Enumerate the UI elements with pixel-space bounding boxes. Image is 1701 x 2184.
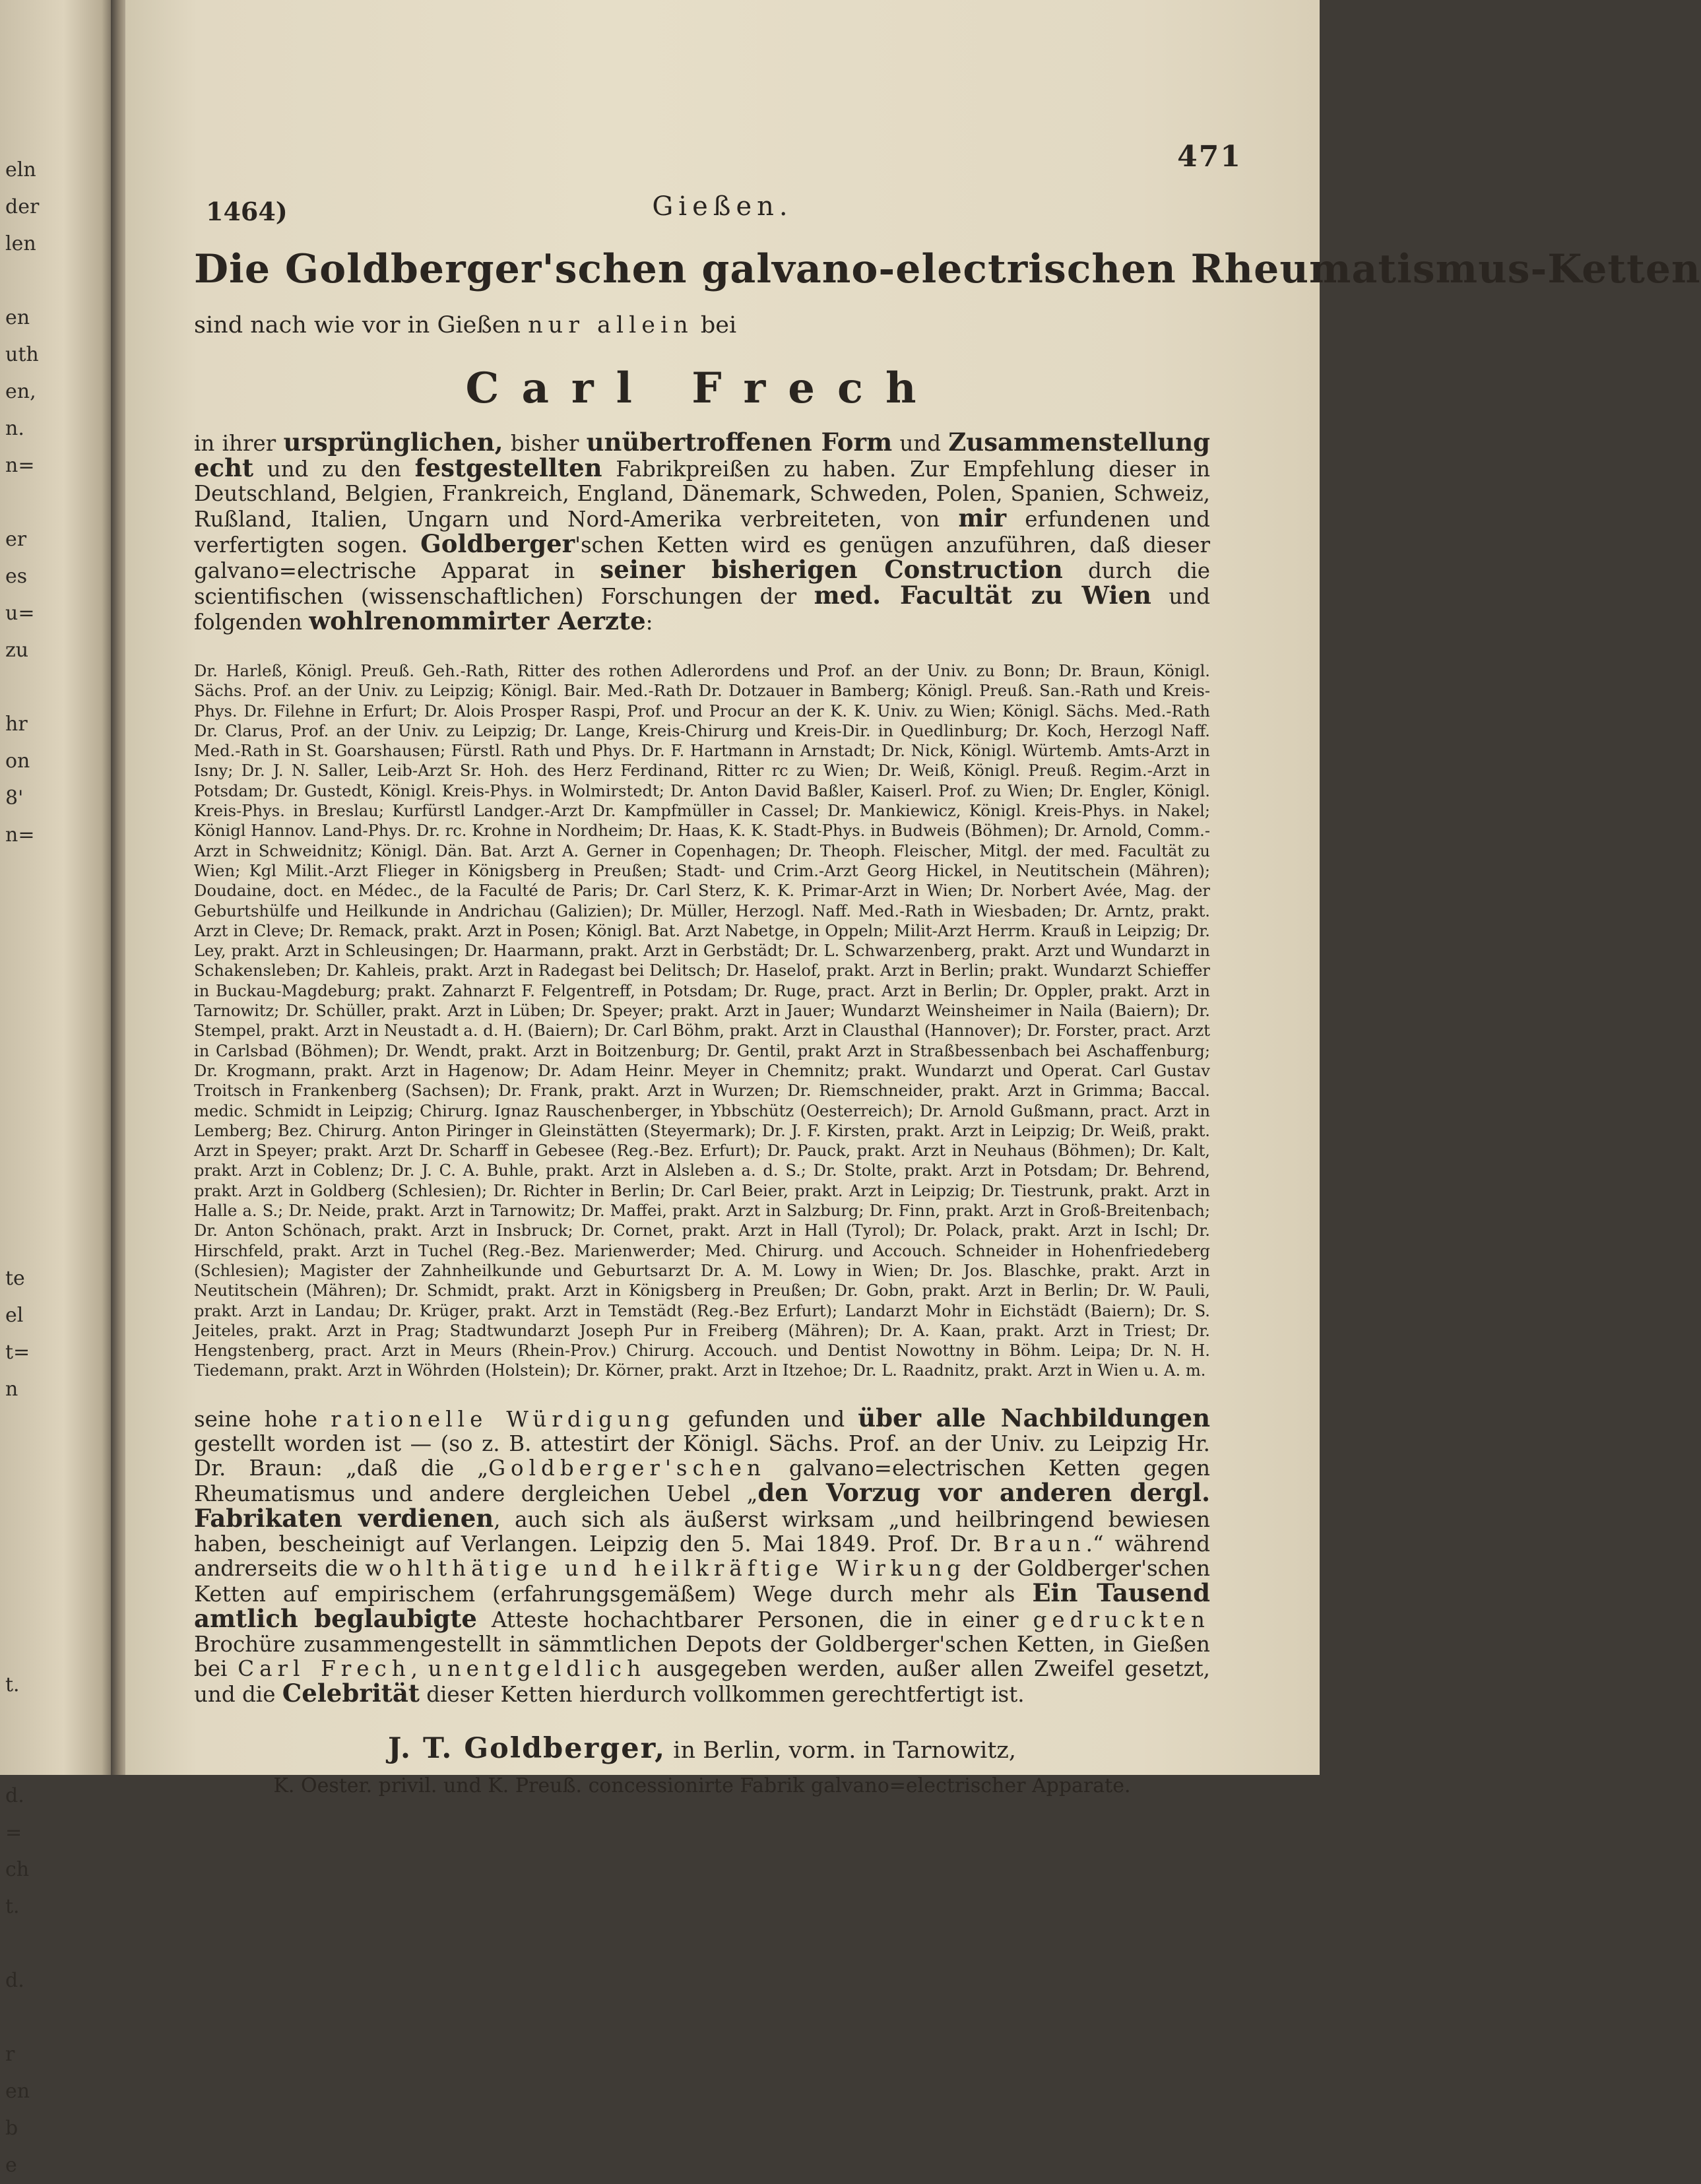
margin-fragment — [5, 1223, 104, 1260]
para2-text-11: ausgegeben werden, außer allen Zweifel gesetzt, und die — [194, 1655, 1210, 1707]
para1-text-5: Fabrikpreißen zu haben. Zur Empfehlung dieser in Deutschland, Belgien, Frankreich, England, Dänemark, Schweden, Polen, Spanien, Schweiz, Rußland, Italien, Ungarn und Nord-Amerika verbreiteten, von — [194, 457, 1211, 532]
margin-fragment — [5, 1556, 104, 1593]
subline-suffix: bei — [700, 312, 737, 338]
physicians-list: Dr. Harleß, Königl. Preuß. Geh.-Rath, Ritter des rothen Adlerordens und Prof. an der Univ. zu Bonn; Dr. Braun, Königl. Sächs. Prof. an der Univ. zu Leipzig; Königl. Bair. Med.-Rath Dr. Dotzauer in Bamberg; Königl. Preuß. San.-Rath und Kreis-Phys. Dr. Filehne in Erfurt; Dr. Alois Prosper Raspi, Prof. und Procur an der K. K. Univ. zu Wien; Königl. Sächs. Med.-Rath Dr. Clarus, Prof. an der Univ. zu Leipzig; Dr. Lange, Kreis-Chirurg und Kreis-Dir. in Quedlinburg; Dr. Koch, Herzogl Naff. Med.-Rath in St. Goarshausen; Fürstl. Rath und Phys. Dr. F. Hartmann in Arnstadt; Dr. Nick, Königl. Würtemb. Amts-Arzt in Isny; Dr. J. N. Saller, Leib-Arzt Sr. Hoh. des Herz Ferdinand, Ritter rc zu Wien; Dr. Weiß, Königl. Preuß. Regim.-Arzt in Potsdam; Dr. Gustedt, Königl. Kreis-Phys. in Wolmirstedt; Dr. Anton David Baßler, Kaiserl. Prof. zu Wien; Dr. Engler, Königl. Kreis-Phys. in Breslau; Kurfürstl Landger.-Arzt Dr. Kampfmüller in Cassel; Dr. Mankiewicz, Königl. Kreis-Phys. in Nakel; Königl Hannov. Land-Phys. Dr. rc. Krohne in Nordheim; Dr. Haas, K. K. Stadt-Phys. in Budweis (Böhmen); Dr. Arnold, Comm.-Arzt in Schweidnitz; Königl. Dän. Bat. Arzt A. Gerner in Copenhagen; Dr. Theoph. Fleischer, Mitgl. der med. Facultät zu Wien; Kgl Milit.-Arzt Flieger in Königsberg in Preußen; Stadt- und Crim.-Arzt Georg Hickel, in Neutitschein (Mähren); Doudaine, doct. en Médec., de la Faculté de Paris; Dr. Carl Sterz, K. K. Primar-Arzt in Wien; Dr. Norbert Avée, Mag. der Geburtshülfe und Heilkunde in Andrichau (Galizien); Dr. Müller, Herzogl. Naff. Med.-Rath in Wiesbaden; Dr. Arntz, prakt. Arzt in Cleve; Dr. Remack, prakt. Arzt in Posen; Königl. Bat. Arzt Nabetge, in Oppeln; Milit-Arzt Herrm. Krauß in Leipzig; Dr. Ley, prakt. Arzt in Schleusingen; Dr. Haarmann, prakt. Arzt in Gerbstädt; Dr. L. Schwarzenberg, prakt. Arzt und Wundarzt in Schakensleben; Dr. Kahleis, prakt. Arzt in Radegast bei Delitsch; Dr. Haselof, prakt. Arzt in Berlin; prakt. Wundarzt Schieffer in Buckau-Magdeburg; prakt. Zahnarzt F. Felgentreff, in Potsdam; Dr. Ruge, pract. Arzt in Berlin; Dr. Oppler, prakt. Arzt in Tarnowitz; Dr. Schüller, prakt. Arzt in Lüben; Dr. Speyer; prakt. Arzt in Jauer; Wundarzt Weinsheimer in Naila (Baiern); Dr. Stempel, prakt. Arzt in Neustadt a. d. H. (Baiern); Dr. Carl Böhm, prakt. Arzt in Clausthal (Hannover); Dr. Forster, pract. Arzt in Carlsbad (Böhmen); Dr. Wendt, prakt. Arzt in Boitzenburg; Dr. Gentil, prakt Arzt in Straßbessenbach bei Aschaffenburg; Dr. Krogmann, prakt. Arzt in Hagenow; Dr. Adam Heinr. Meyer in Chemnitz; prakt. Wundarzt und Operat. Carl Gustav Troitsch in Frankenberg (Sachsen); Dr. Frank, prakt. Arzt in Wurzen; Dr. Riemschneider, prakt. Arzt in Grimma; Baccal. medic. Schmidt in Leipzig; Chirurg. Ignaz Rauschenberger, in Ybbschütz (Oesterreich); Dr. Arnold Gußmann, pract. Arzt in Lemberg; Bez. Chirurg. Anton Piringer in Gleinstätten (Steyermark); Dr. J. F. Kirsten, prakt. Arzt in Leipzig; Dr. Weiß, prakt. Arzt in Speyer; prakt. Arzt Dr. Scharff in Gebesee (Reg.-Bez. Erfurt); Dr. Pauck, prakt. Arzt in Neuhaus (Böhmen); Dr. Kalt, prakt. Arzt in Coblenz; Dr. J. C. A. Buhle, prakt. Arzt in Alsleben a. d. S.; Dr. Stolte, prakt. Arzt in Potsdam; Dr. Behrend, prakt. Arzt in Goldberg (Schlesien); Dr. Richter in Berlin; Dr. Carl Beier, prakt. Arzt in Leipzig; Dr. Tiestrunk, prakt. Arzt in Halle a. S.; Dr. Neide, prakt. Arzt in Tarnowitz; Dr. Maffei, prakt. Arzt in Salzburg; Dr. Finn, prakt. Arzt in Groß-Breitenbach; Dr. Anton Schönach, prakt. Arzt in Insbruck; Dr. Cornet, prakt. Arzt in Hall (Tyrol); Dr. Polack, prakt. Arzt in Ischl; Dr. Hirschfeld, prakt. Arzt in Tuchel (Reg.-Bez. Marienwerder; Med. Chirurg. und Accouch. Schneider in Hohenfriedeberg (Schlesien); Magister der Zahnheilkunde und Geburtsarzt Dr. A. M. Lowy in Wien; Dr. Jos. Blaschke, prakt. Arzt in Neutitschein (Mähren); Dr. Schmidt, prakt. Arzt in Königsberg in Preußen; Dr. Gobn, prakt. Arzt in Berlin; Dr. W. Pauli, prakt. Arzt in Landau; Dr. Krüger, prakt. Arzt in Temstädt (Reg.-Bez Erfurt); Landarzt Mohr in Eichstädt (Baiern); Dr. S. Jeiteles, prakt. Arzt in Prag; Stadtwundarzt Joseph Pur in Freiberg (Mähren); Dr. A. Kaan, prakt. Arzt in Triest; Dr. Hengstenberg, pract. Arzt in Meurs (Rhein-Prov.) Chirurg. Accouch. und Dentist Nowottny in Böhm. Leipa; Dr. N. H. Tiedemann, prakt. Arzt in Wöhrden (Holstein); Dr. Körner, prakt. Arzt in Itzehoe; Dr. L. Raadnitz, prakt. Arzt in Wien u. A. m. — [194, 662, 1210, 1380]
para2-spaced-1: rationelle Würdigung — [331, 1406, 675, 1432]
right-page — [125, 0, 1701, 1797]
margin-fragment: 8' — [5, 787, 24, 810]
para2-text-5: , auch sich als äußerst wirksam „und heilbringend bewiesen haben, bescheinigt auf Verlangen. Leipzig den 5. Mai 1849. Prof. Dr. — [194, 1506, 1210, 1557]
para1-bold-3: Zusammenstellung echt — [194, 428, 1210, 482]
margin-fragment — [5, 1149, 104, 1186]
para2-spaced-5: gedruckten — [1033, 1607, 1210, 1632]
left-margin-fragments — [5, 152, 104, 2184]
margin-fragment: en — [5, 306, 30, 329]
margin-fragment: on — [5, 750, 30, 773]
para2-text-7: der Goldberger'schen Ketten auf empirischem (erfahrungsgemäßem) Wege durch mehr als — [194, 1555, 1210, 1607]
margin-fragment — [5, 965, 104, 1002]
para2-spaced-6: Carl Frech — [238, 1655, 411, 1681]
margin-fragment — [5, 1704, 104, 1741]
para2-text-9: Brochüre zusammengestellt in sämmtlichen Depots der Goldberger'schen Ketten, in Gießen bei — [194, 1631, 1210, 1681]
merchant-name: Carl Frech — [465, 364, 939, 413]
page-number: 471 — [1177, 140, 1242, 174]
margin-fragment: en — [5, 2080, 30, 2103]
signature-place: in Berlin, vorm. in Tarnowitz, — [666, 1737, 1016, 1764]
para2-text-6: .“ während andrerseits die — [194, 1531, 1210, 1581]
margin-fragment — [5, 891, 104, 928]
margin-fragment: n= — [5, 454, 35, 477]
margin-fragment: t. — [5, 1895, 20, 1918]
margin-fragment: hr — [5, 713, 28, 736]
para2-text-2: gefunden und — [674, 1406, 858, 1432]
para1-bold-4: festgestellten — [414, 453, 602, 482]
para2-text-1: seine hohe — [194, 1406, 331, 1432]
margin-fragment: uth — [5, 343, 39, 366]
para2-spaced-4: wohlthätige und heilkräftige Wirkung — [365, 1555, 967, 1581]
para1-text-6: erfundenen und verfertigten sogen. — [194, 507, 1210, 558]
margin-fragment: n= — [5, 823, 35, 847]
margin-fragment — [5, 1925, 104, 1962]
margin-fragment: e — [5, 2154, 17, 2177]
para1-bold-2: unübertroffenen Form — [586, 428, 893, 457]
margin-fragment — [5, 1186, 104, 1223]
para2-text-10: , — [410, 1655, 428, 1681]
margin-fragment — [5, 1112, 104, 1149]
advertisement — [194, 238, 1701, 1797]
margin-fragment: n. — [5, 417, 24, 440]
margin-fragment — [5, 484, 104, 521]
para2-bold-4: Celebrität — [282, 1678, 420, 1708]
para1-text-1: in ihrer — [194, 431, 284, 456]
margin-fragment — [5, 1999, 104, 2036]
signature-name: J. T. Goldberger, — [388, 1731, 666, 1765]
margin-fragment: ch — [5, 1858, 30, 1881]
subline-prefix: sind nach wie vor in Gießen — [194, 312, 521, 338]
para2-spaced-2: Goldberger'schen — [488, 1455, 766, 1481]
margin-fragment — [5, 1519, 104, 1556]
headline: Die Goldberger'schen galvano-electrischen Rheumatismus-Ketten — [194, 246, 1701, 292]
margin-fragment: b — [5, 2117, 18, 2140]
margin-fragment: te — [5, 1267, 25, 1290]
margin-fragment: t= — [5, 1341, 30, 1364]
para2-bold-3: Ein Tausend amtlich beglaubigte — [194, 1578, 1210, 1633]
margin-fragment: d. — [5, 1784, 24, 1807]
para2-text-12: dieser Ketten hierdurch vollkommen gerechtfertigt ist. — [419, 1681, 1025, 1707]
margin-fragment: r — [5, 2043, 15, 2066]
para2-bold-2: den Vorzug vor anderen dergl. Fabrikaten verdienen — [194, 1477, 1210, 1533]
margin-fragment — [5, 854, 104, 891]
margin-fragment: er — [5, 528, 27, 551]
signature-line — [194, 1732, 1210, 1765]
left-page-edge — [0, 0, 115, 2177]
margin-fragment: = — [5, 1821, 22, 1844]
para1-text-9: und folgenden — [194, 584, 1211, 635]
margin-fragment: der — [5, 195, 40, 218]
para2-spaced-3: Braun — [993, 1531, 1086, 1557]
margin-fragment: t. — [5, 1673, 20, 1696]
para1-text-7: 'schen Ketten wird es genügen anzuführen, daß dieser galvano=electrische Apparat in — [194, 532, 1210, 583]
margin-fragment: len — [5, 232, 36, 255]
margin-fragment — [5, 1630, 104, 1667]
para1-bold-5: mir — [958, 503, 1007, 532]
margin-fragment: zu — [5, 639, 29, 662]
margin-fragment — [5, 1076, 104, 1112]
margin-fragment — [5, 1408, 104, 1445]
margin-fragment: eln — [5, 158, 36, 181]
margin-fragment: d. — [5, 1969, 24, 1992]
para2-text-3: gestellt worden ist — (so z. B. attestirt der Königl. Sächs. Prof. an der Univ. zu Leipzig Hr. Dr. Braun: „daß die „ — [194, 1430, 1210, 1481]
margin-fragment: es — [5, 565, 28, 588]
para1-bold-7: seiner bisherigen Construction — [600, 555, 1063, 584]
margin-fragment — [5, 1482, 104, 1519]
margin-fragment — [5, 928, 104, 965]
margin-fragment: el — [5, 1304, 24, 1327]
para2-text-8: Atteste hochachtbarer Personen, die in einer — [476, 1607, 1033, 1632]
margin-fragment — [5, 1741, 104, 1778]
margin-fragment — [5, 669, 104, 706]
para1-text-8: durch die scientifischen (wissenschaftlichen) Forschungen der — [194, 558, 1211, 609]
margin-fragment — [5, 1445, 104, 1482]
para1-bold-8: med. Facultät zu Wien — [814, 581, 1151, 610]
para1-bold-1: ursprünglichen, — [283, 428, 503, 457]
para1-bold-9: wohlrenommirter Aerzte — [309, 606, 646, 635]
para1-text-2: bisher — [503, 431, 587, 456]
margin-fragment — [5, 1002, 104, 1039]
para2-text-4: galvano=electrischen Ketten gegen Rheumatismus und andere dergleichen Uebel „ — [194, 1455, 1210, 1506]
closing-paragraph — [194, 1403, 1210, 1708]
para2-bold-1: über alle Nachbildungen — [858, 1403, 1210, 1432]
margin-fragment: n — [5, 1378, 18, 1401]
subline — [194, 307, 1210, 343]
subline-spaced: nur allein — [528, 312, 693, 338]
margin-fragment: en, — [5, 380, 36, 403]
ad-number: 1464) — [206, 197, 288, 226]
para1-text-3: und — [892, 431, 949, 456]
ad-town: Gießen. — [652, 191, 793, 222]
intro-paragraph — [194, 430, 1210, 635]
margin-fragment — [5, 263, 104, 300]
para1-bold-6: Goldberger — [420, 529, 575, 558]
signature-firm: K. Oester. privil. und K. Preuß. concessionirte Fabrik galvano=electrischer Apparate. — [273, 1774, 1131, 1797]
para1-text-10: : — [645, 610, 653, 635]
margin-fragment — [5, 1039, 104, 1076]
margin-fragment — [5, 1593, 104, 1630]
para2-spaced-7: unentgeldlich — [428, 1655, 647, 1681]
para1-text-4: und zu den — [253, 457, 415, 482]
margin-fragment: u= — [5, 602, 35, 625]
